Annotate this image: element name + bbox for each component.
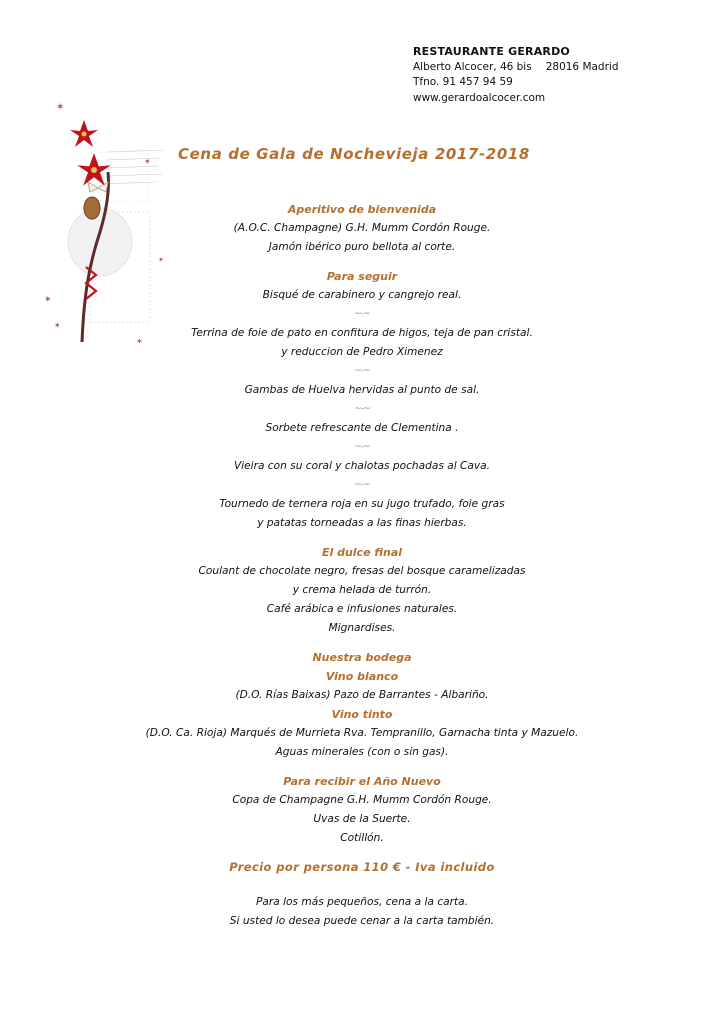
menu-line: y reduccion de Pedro Ximenez <box>281 346 443 358</box>
menu-title <box>0 144 724 163</box>
menu-line: Jamón ibérico puro bellota al corte. <box>268 241 456 253</box>
section-heading-seguir: Para seguir <box>326 270 398 283</box>
poinsettia-flower-icon <box>70 120 98 147</box>
menu-body <box>0 200 724 931</box>
address-street: Alberto Alcocer, 46 bis <box>413 60 532 73</box>
restaurant-address <box>413 60 619 76</box>
svg-text:✶: ✶ <box>56 102 65 113</box>
address-city: 28016 Madrid <box>545 60 619 73</box>
restaurant-name: RESTAURANTE GERARDO <box>413 45 570 58</box>
restaurant-header <box>413 44 619 106</box>
menu-line: Vieira con su coral y chalotas pochadas al Cava. <box>233 460 491 472</box>
menu-line: Cotillón. <box>340 832 384 844</box>
note-line: Si usted lo desea puede cenar a la carta también. <box>229 915 495 927</box>
section-heading-aperitivo: Aperitivo de bienvenida <box>287 203 437 216</box>
subheading-vino-tinto: Vino tinto <box>331 708 393 721</box>
water-line: Aguas minerales (con o sin gas). <box>275 746 449 758</box>
menu-line: Terrina de foie de pato en confitura de higos, teja de pan cristal. <box>191 327 533 339</box>
note-line: Para los más pequeños, cena a la carta. <box>255 896 468 908</box>
section-heading-bodega: Nuestra bodega <box>312 651 412 664</box>
svg-text:✶: ✶ <box>54 321 61 330</box>
svg-text:✶: ✶ <box>158 256 164 264</box>
menu-line: Mignardises. <box>328 622 396 634</box>
menu-line: y patatas torneadas a las finas hierbas. <box>257 517 467 529</box>
wine-red: (D.O. Ca. Rioja) Marqués de Murrieta Rva. Tempranillo, Garnacha tinta y Mazuelo. <box>145 727 579 739</box>
restaurant-phone: Tfno. 91 457 94 59 <box>413 76 513 88</box>
menu-title-text: Cena de Gala de Nochevieja 2017-2018 <box>178 145 530 163</box>
restaurant-website: www.gerardoalcocer.com <box>413 91 546 104</box>
svg-text:✶: ✶ <box>136 337 143 346</box>
dish-separator: ~-~ <box>354 404 370 414</box>
price-line: Precio por persona 110 € - Iva incluido <box>229 860 495 874</box>
svg-text:✶: ✶ <box>144 157 151 166</box>
menu-line: Coulant de chocolate negro, fresas del bosque caramelizadas <box>198 565 526 577</box>
menu-line: Gambas de Huelva hervidas al punto de sal. <box>244 384 480 396</box>
section-heading-ano-nuevo: Para recibir el Año Nuevo <box>283 775 441 788</box>
menu-line: Sorbete refrescante de Clementina . <box>265 422 459 434</box>
menu-line: y crema helada de turrón. <box>292 584 432 596</box>
menu-line: Copa de Champagne G.H. Mumm Cordón Rouge. <box>232 794 492 806</box>
menu-line: Uvas de la Suerte. <box>313 813 411 825</box>
dish-separator: ~-~ <box>354 309 370 319</box>
wine-white: (D.O. Rías Baixas) Pazo de Barrantes - Albariño. <box>235 689 489 701</box>
menu-line: Tournedo de ternera roja en su jugo trufado, foie gras <box>219 498 505 510</box>
dish-separator: ~-~ <box>354 480 370 490</box>
menu-line: Café arábica e infusiones naturales. <box>266 603 458 615</box>
subheading-vino-blanco: Vino blanco <box>325 670 399 683</box>
dish-separator: ~-~ <box>354 366 370 376</box>
svg-text:✶: ✶ <box>44 295 52 305</box>
section-heading-dulce: El dulce final <box>321 546 403 559</box>
menu-line: (A.O.C. Champagne) G.H. Mumm Cordón Rouge. <box>233 222 491 234</box>
menu-line: Bisqué de carabinero y cangrejo real. <box>262 289 462 301</box>
dish-separator: ~-~ <box>354 442 370 452</box>
